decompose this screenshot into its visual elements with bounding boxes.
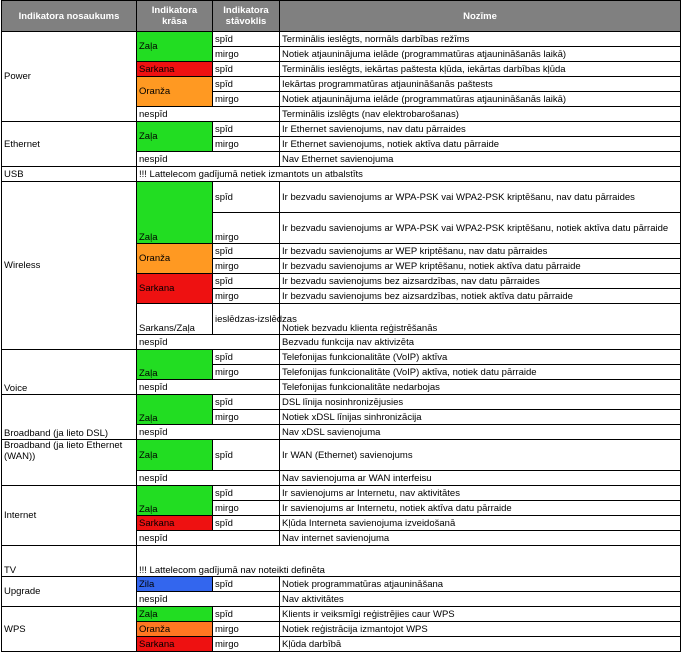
state-cell: spīd [213, 516, 280, 531]
color-off: nespīd [137, 107, 280, 122]
state-cell: mirgo [213, 365, 280, 380]
color-off: nespīd [137, 425, 280, 440]
state-cell: spīd [213, 395, 280, 410]
color-orange: Oranža [137, 244, 213, 274]
meaning-cell: Notiek reģistrācija izmantojot WPS [280, 622, 681, 637]
meaning-cell: Nav savienojuma ar WAN interfeisu [280, 471, 681, 486]
header-indicator-state: Indikatora stāvoklis [213, 1, 280, 32]
state-cell: spīd [213, 77, 280, 92]
meaning-cell: Notiek bezvadu klienta reģistrēšanās [280, 304, 681, 335]
group-name: Upgrade [2, 577, 137, 607]
meaning-cell: Nav xDSL savienojuma [280, 425, 681, 440]
state-cell: spīd [213, 440, 280, 471]
color-red: Sarkana [137, 516, 213, 531]
state-cell: spīd [213, 244, 280, 259]
meaning-cell: Iekārtas programmatūras atjaunināšanās paštests [280, 77, 681, 92]
state-cell: mirgo [213, 47, 280, 62]
meaning-cell: Klients ir veiksmīgi reģistrējies caur WPS [280, 607, 681, 622]
group-name: TV [2, 546, 137, 577]
state-cell: mirgo [213, 213, 280, 244]
color-green: Zaļa [137, 395, 213, 425]
meaning-cell: Ir bezvadu savienojums ar WPA-PSK vai WPA2-PSK kriptēšanu, notiek aktīva datu pārraide [280, 213, 681, 244]
color-green: Zaļa [137, 486, 213, 516]
group-name: Voice [2, 350, 137, 395]
meaning-cell: Notiek xDSL līnijas sinhronizācija [280, 410, 681, 425]
state-cell: mirgo [213, 289, 280, 304]
color-orange: Oranža [137, 622, 213, 637]
state-cell: spīd [213, 486, 280, 501]
color-off: nespīd [137, 592, 280, 607]
state-cell: spīd [213, 32, 280, 47]
group-name: WPS [2, 607, 137, 652]
state-cell: mirgo [213, 410, 280, 425]
group-name: Power [2, 32, 137, 122]
meaning-cell: Ir bezvadu savienojums bez aizsardzības, nav datu pārraides [280, 274, 681, 289]
color-green: Zaļa [137, 607, 213, 622]
meaning-cell: Nav internet savienojuma [280, 531, 681, 546]
state-cell: spīd [213, 182, 280, 213]
meaning-cell: Nav aktivitātes [280, 592, 681, 607]
meaning-cell: Ir savienojums ar Internetu, nav aktivitātes [280, 486, 681, 501]
state-cell: mirgo [213, 137, 280, 152]
color-red: Sarkana [137, 637, 213, 652]
group-name: USB [2, 167, 137, 182]
meaning-cell: Ir bezvadu savienojums ar WPA-PSK vai WPA2-PSK kriptēšanu, nav datu pārraides [280, 182, 681, 213]
group-name: Ethernet [2, 122, 137, 167]
header-indicator-name: Indikatora nosaukums [2, 1, 137, 32]
color-orange: Oranža [137, 77, 213, 107]
meaning-cell: Telefonijas funkcionalitāte nedarbojas [280, 380, 681, 395]
group-name: Broadband (ja lieto Ethernet (WAN)) [2, 440, 137, 486]
state-cell: spīd [213, 607, 280, 622]
note-cell: !!! Lattelecom gadījumā nav noteikti definēta [137, 546, 681, 577]
header-indicator-color: Indikatora krāsa [137, 1, 213, 32]
meaning-cell: Ir savienojums ar Internetu, notiek aktīva datu pārraide [280, 501, 681, 516]
meaning-cell: Ir WAN (Ethernet) savienojums [280, 440, 681, 471]
state-cell: spīd [213, 62, 280, 77]
color-off: nespīd [137, 380, 280, 395]
meaning-cell: Kļūda darbībā [280, 637, 681, 652]
meaning-cell: Telefonijas funkcionalitāte (VoIP) aktīva [280, 350, 681, 365]
color-off: nespīd [137, 471, 280, 486]
color-green: Zaļa [137, 350, 213, 380]
color-off: nespīd [137, 335, 280, 350]
meaning-cell: Notiek atjauninājuma ielāde (programmatūras atjaunināšanās laikā) [280, 92, 681, 107]
meaning-cell: Ir bezvadu savienojums ar WEP kriptēšanu, notiek aktīva datu pārraide [280, 259, 681, 274]
meaning-cell: Nav Ethernet savienojuma [280, 152, 681, 167]
led-indicator-table [1, 0, 681, 652]
meaning-cell: Terminālis ieslēgts, normāls darbības režīms [280, 32, 681, 47]
meaning-cell: Terminālis izslēgts (nav elektrobarošanas) [280, 107, 681, 122]
meaning-cell: DSL līnija nosinhronizējusies [280, 395, 681, 410]
meaning-cell: Ir Ethernet savienojums, nav datu pārraides [280, 122, 681, 137]
state-cell: mirgo [213, 622, 280, 637]
color-off: nespīd [137, 152, 280, 167]
state-cell: mirgo [213, 259, 280, 274]
meaning-cell: Ir bezvadu savienojums bez aizsardzības, notiek aktīva datu pārraide [280, 289, 681, 304]
color-red: Sarkana [137, 62, 213, 77]
meaning-cell: Notiek atjauninājuma ielāde (programmatūras atjaunināšanās laikā) [280, 47, 681, 62]
state-cell: mirgo [213, 637, 280, 652]
meaning-cell: Ir Ethernet savienojums, notiek aktīva datu pārraide [280, 137, 681, 152]
meaning-cell: Bezvadu funkcija nav aktivizēta [280, 335, 681, 350]
color-off: nespīd [137, 531, 280, 546]
color-red-green: Sarkans/Zaļa [137, 304, 213, 335]
state-cell: mirgo [213, 501, 280, 516]
color-green: Zaļa [137, 440, 213, 471]
state-cell: spīd [213, 274, 280, 289]
state-cell: spīd [213, 350, 280, 365]
color-red: Sarkana [137, 274, 213, 304]
state-cell: mirgo [213, 92, 280, 107]
header-meaning: Nozīme [280, 1, 681, 32]
meaning-cell: Terminālis ieslēgts, iekārtas paštesta kļūda, iekārtas darbības kļūda [280, 62, 681, 77]
group-name: Wireless [2, 182, 137, 350]
meaning-cell: Telefonijas funkcionalitāte (VoIP) aktīva, notiek datu pārraide [280, 365, 681, 380]
meaning-cell: Ir bezvadu savienojums ar WEP kriptēšanu, nav datu pārraides [280, 244, 681, 259]
meaning-cell: Notiek programmatūras atjaunināšana [280, 577, 681, 592]
note-cell: !!! Lattelecom gadījumā netiek izmantots un atbalstīts [137, 167, 681, 182]
color-blue: Zila [137, 577, 213, 592]
color-green: Zaļa [137, 122, 213, 152]
state-cell: ieslēdzas-izslēdzas [213, 304, 280, 335]
state-cell: spīd [213, 122, 280, 137]
meaning-cell: Kļūda Interneta savienojuma izveidošanā [280, 516, 681, 531]
state-cell: spīd [213, 577, 280, 592]
group-name: Broadband (ja lieto DSL) [2, 395, 137, 440]
group-name: Internet [2, 486, 137, 546]
color-green: Zaļa [137, 182, 213, 244]
color-green: Zaļa [137, 32, 213, 62]
